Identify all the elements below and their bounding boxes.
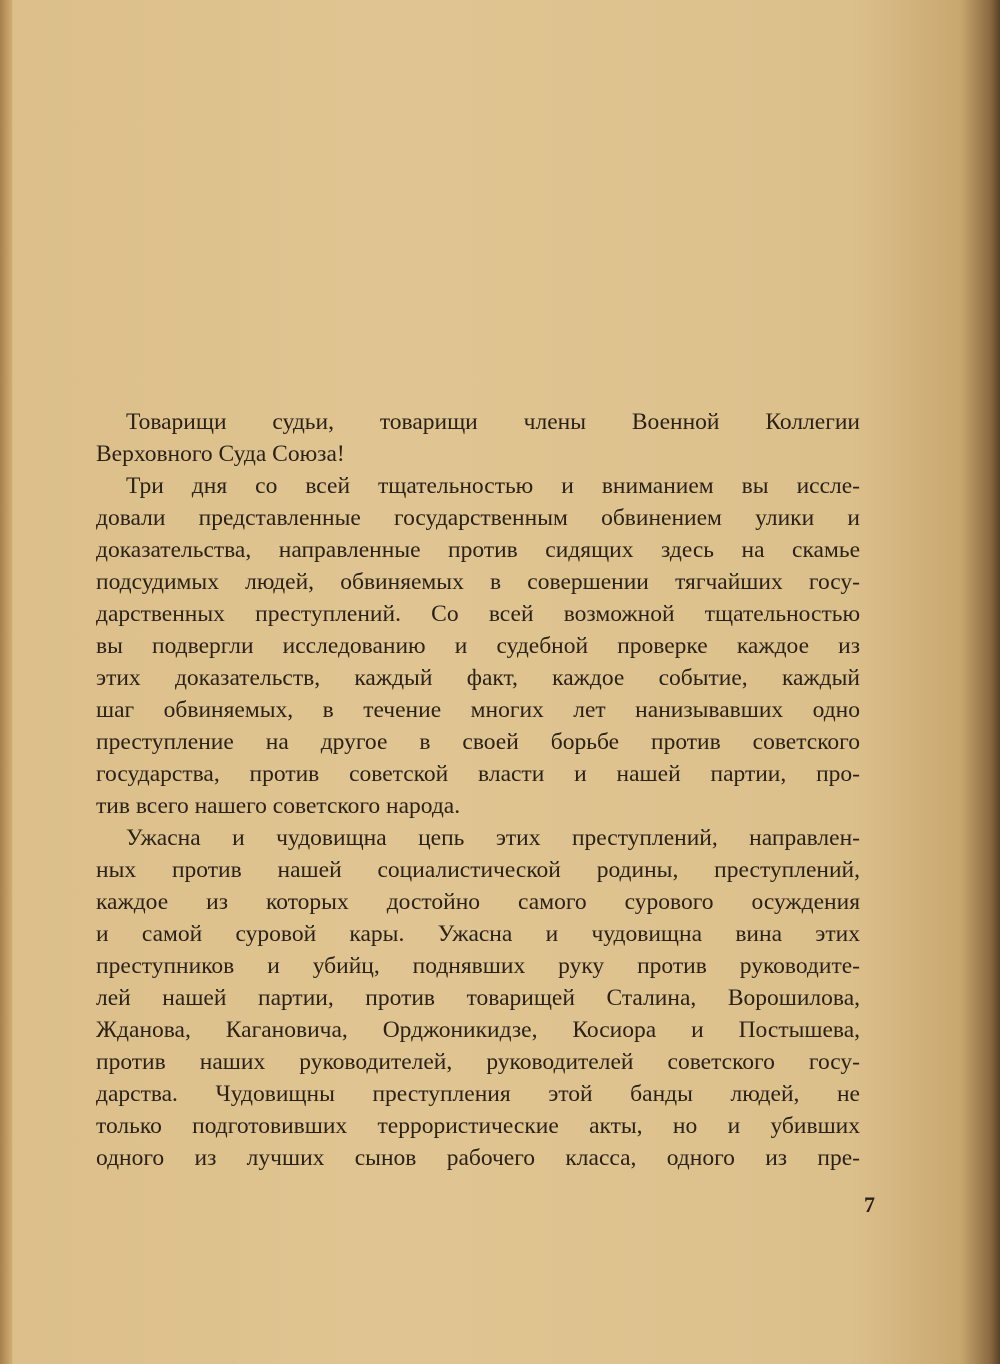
book-spine-edge [0, 0, 12, 1364]
text-line: тив всего нашего советского народа. [96, 793, 461, 819]
text-line: лей нашей партии, против товарищей Сталина, Ворошилова, [96, 985, 860, 1011]
text-line: вы подвергли исследованию и судебной проверке каждое из [96, 633, 860, 659]
text-line: довали представленные государственным обвинением улики и [96, 505, 860, 531]
text-line: дарства. Чудовищны преступления этой банды людей, не [96, 1081, 860, 1107]
text-line: доказательства, направленные против сидящих здесь на скамье [96, 537, 860, 563]
text-line: Жданова, Кагановича, Орджоникидзе, Косиора и Постышева, [96, 1017, 860, 1043]
text-line: этих доказательств, каждый факт, каждое событие, каждый [96, 665, 860, 691]
text-line: преступников и убийц, поднявших руку против руководите- [96, 953, 860, 979]
text-line: Ужасна и чудовищна цепь этих преступлений, направлен- [126, 825, 860, 851]
paragraph [96, 822, 860, 1174]
text-line: только подготовивших террористические акты, но и убивших [96, 1113, 860, 1139]
text-line: и самой суровой кары. Ужасна и чудовищна вина этих [96, 921, 860, 947]
text-line: Три дня со всей тщательностью и вниманием вы иссле- [126, 473, 860, 499]
text-line: Верховного Суда Союза! [96, 441, 345, 467]
page-number: 7 [864, 1192, 875, 1217]
text-line: против наших руководителей, руководителей советского госу- [96, 1049, 860, 1075]
text-line: дарственных преступлений. Со всей возможной тщательностью [96, 601, 860, 627]
text-line: преступление на другое в своей борьбе против советского [96, 729, 860, 755]
paragraph [96, 406, 860, 470]
text-line: одного из лучших сынов рабочего класса, одного из пре- [96, 1145, 860, 1171]
body-text [96, 406, 860, 1174]
paragraph [96, 470, 860, 822]
text-line: Товарищи судьи, товарищи члены Военной Коллегии [126, 409, 860, 435]
text-line: шаг обвиняемых, в течение многих лет нанизывавших одно [96, 697, 860, 723]
text-line: государства, против советской власти и нашей партии, про- [96, 761, 860, 787]
text-line: подсудимых людей, обвиняемых в совершении тягчайших госу- [96, 569, 860, 595]
text-line: каждое из которых достойно самого сурового осуждения [96, 889, 860, 915]
text-line: ных против нашей социалистической родины, преступлений, [96, 857, 860, 883]
